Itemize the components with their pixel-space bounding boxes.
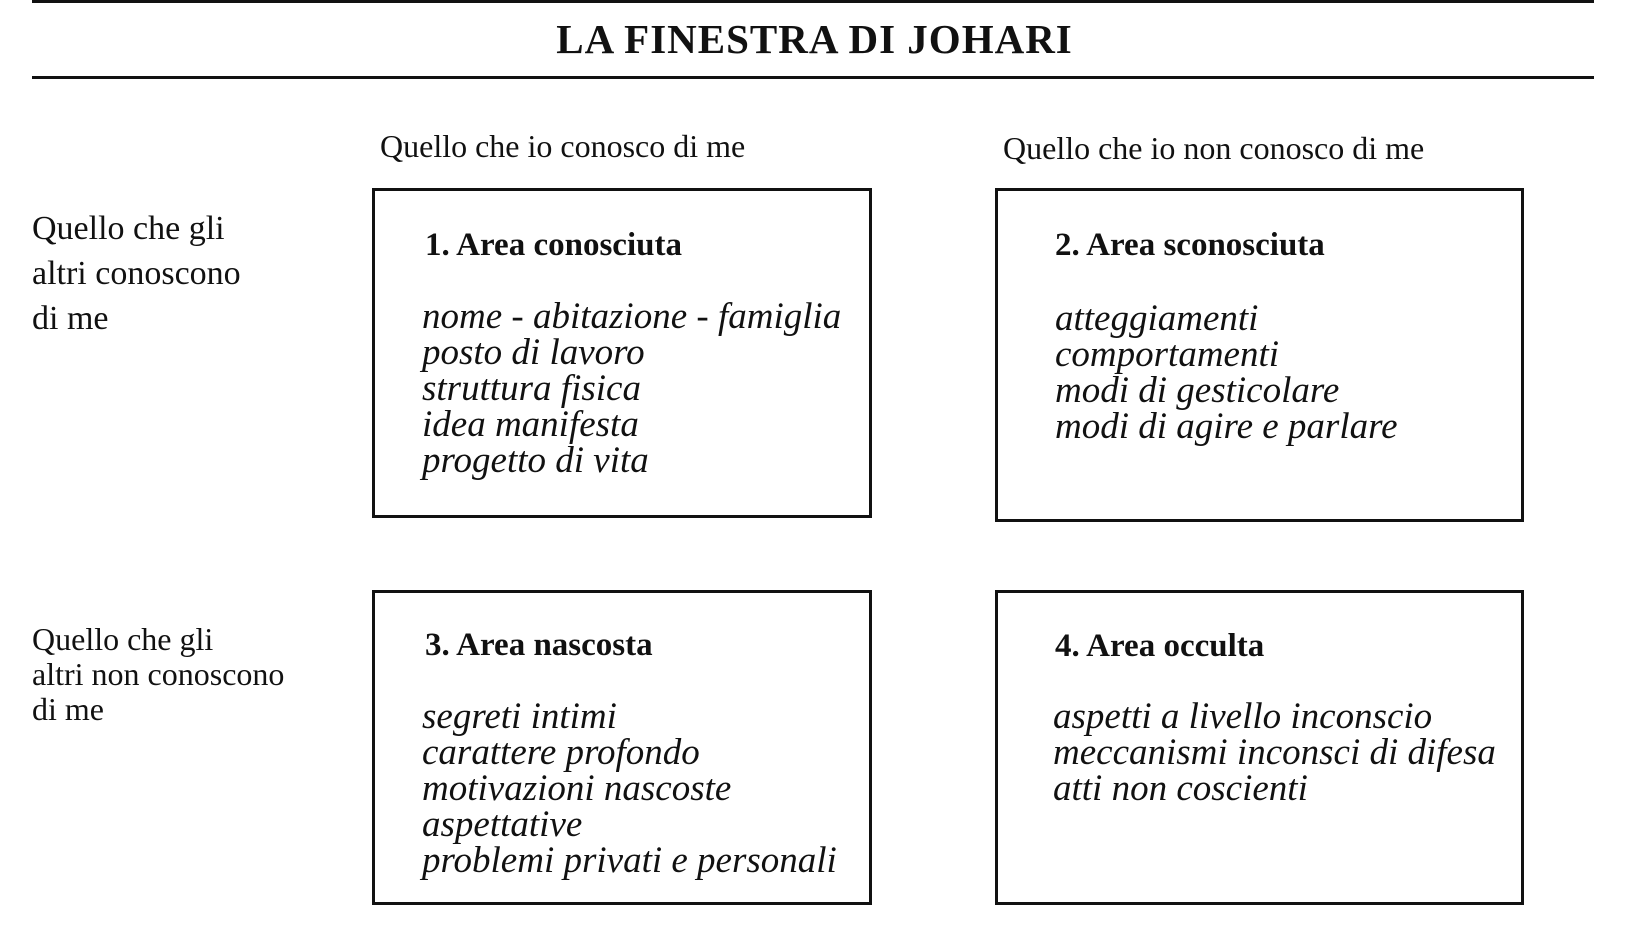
area-item: segreti intimi [422, 696, 617, 737]
area-item: posto di lavoro [422, 332, 645, 373]
row-label-line: altri conoscono [32, 255, 241, 292]
title-bottom-rule [32, 76, 1594, 79]
area-item: atteggiamenti [1055, 298, 1259, 339]
area-box-occult [995, 590, 1524, 905]
area-item: modi di gesticolare [1055, 370, 1340, 411]
title-top-rule [32, 0, 1594, 3]
area-box-unknown [995, 188, 1524, 522]
row-label-line: di me [32, 300, 109, 337]
area-item-list [422, 696, 837, 881]
area-item: comportamenti [1055, 334, 1280, 375]
row-label-line: Quello che gli [32, 210, 225, 247]
area-item: idea manifesta [422, 404, 639, 445]
area-item: motivazioni nascoste [422, 768, 732, 809]
area-item: meccanismi inconsci di difesa [1053, 732, 1496, 773]
area-title: 2. Area sconosciuta [1055, 227, 1325, 263]
column-label-unknown-to-self: Quello che io non conosco di me [1003, 130, 1425, 166]
row-label-line: altri non conoscono [32, 656, 285, 692]
area-box-hidden [372, 590, 872, 905]
area-item: progetto di vita [422, 440, 649, 481]
area-title: 4. Area occulta [1055, 628, 1265, 664]
area-title: 1. Area conosciuta [425, 227, 682, 263]
row-label-unknown-to-others [32, 622, 284, 727]
row-label-line: Quello che gli [32, 621, 214, 657]
area-item: aspettative [422, 804, 583, 845]
area-item: aspetti a livello inconscio [1053, 696, 1433, 737]
area-item-list [422, 296, 842, 481]
column-label-known-to-self: Quello che io conosco di me [380, 128, 746, 164]
area-item-list [1053, 696, 1496, 809]
area-box-known [372, 188, 872, 518]
area-item: carattere profondo [422, 732, 700, 773]
area-item: problemi privati e personali [422, 840, 837, 881]
area-item: nome - abitazione - famiglia [422, 296, 842, 337]
area-title: 3. Area nascosta [425, 627, 653, 663]
row-label-known-to-others [32, 206, 241, 341]
area-item: modi di agire e parlare [1055, 406, 1398, 447]
page-title: LA FINESTRA DI JOHARI [556, 16, 1073, 62]
area-item: struttura fisica [422, 368, 641, 409]
area-item: atti non coscienti [1053, 768, 1308, 809]
row-label-line: di me [32, 691, 104, 727]
area-item-list [1055, 298, 1398, 447]
